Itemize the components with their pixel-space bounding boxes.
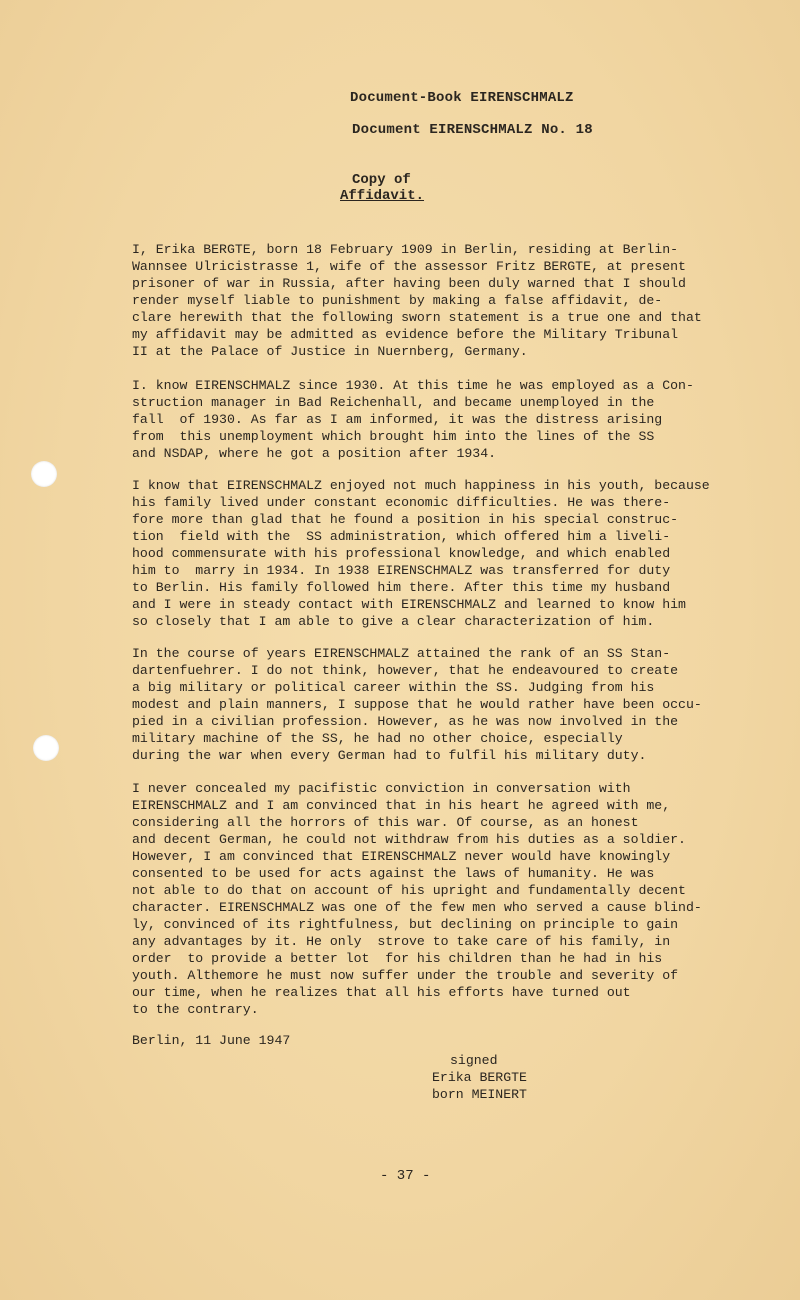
text-line: fall of 1930. As far as I am informed, it was the distress arising: [132, 412, 663, 427]
text-line: fore more than glad that he found a position in his special construc-: [132, 512, 679, 527]
paragraph-conviction: [132, 780, 732, 1018]
document-number-heading: Document EIRENSCHMALZ No. 18: [352, 122, 593, 138]
text-line: my affidavit may be admitted as evidence before the Military Tribunal: [132, 327, 679, 342]
text-line: tion field with the SS administration, which offered him a liveli-: [132, 529, 671, 544]
paragraph-background: [132, 377, 732, 462]
punch-hole-bottom: [33, 735, 59, 761]
text-line: hood commensurate with his professional knowledge, and which enabled: [132, 546, 671, 561]
title-line-affidavit: Affidavit.: [340, 188, 425, 204]
paragraph-youth: [132, 477, 732, 630]
signature-name: Erika BERGTE: [432, 1070, 527, 1085]
text-line: him to marry in 1934. In 1938 EIRENSCHMALZ was transferred for duty: [132, 563, 671, 578]
place-date-text: Berlin, 11 June 1947: [132, 1033, 291, 1048]
text-line: clare herewith that the following sworn statement is a true one and that: [132, 310, 702, 325]
text-line: However, I am convinced that EIRENSCHMALZ never would have knowingly: [132, 849, 671, 864]
text-line: ly, convinced of its rightfulness, but declining on principle to gain: [132, 917, 679, 932]
signature-signed: signed: [450, 1053, 498, 1068]
text-line: so closely that I am able to give a clear characterization of him.: [132, 614, 655, 629]
text-line: our time, when he realizes that all his efforts have turned out: [132, 985, 631, 1000]
text-line: I never concealed my pacifistic conviction in conversation with: [132, 781, 631, 796]
text-line: youth. Althemore he must now suffer under the trouble and severity of: [132, 968, 679, 983]
text-line: order to provide a better lot for his children than he had in his: [132, 951, 663, 966]
text-line: II at the Palace of Justice in Nuernberg, Germany.: [132, 344, 528, 359]
text-line: I, Erika BERGTE, born 18 February 1909 in Berlin, residing at Berlin-: [132, 242, 679, 257]
text-line: not able to do that on account of his upright and fundamentally decent: [132, 883, 686, 898]
text-line: to the contrary.: [132, 1002, 259, 1017]
text-line: In the course of years EIRENSCHMALZ attained the rank of an SS Stan-: [132, 646, 671, 661]
text-line: dartenfuehrer. I do not think, however, that he endeavoured to create: [132, 663, 679, 678]
affidavit-title: [340, 172, 424, 204]
text-line: during the war when every German had to fulfil his military duty.: [132, 748, 647, 763]
text-line: modest and plain manners, I suppose that he would rather have been occu-: [132, 697, 702, 712]
signature-born: born MEINERT: [432, 1087, 527, 1102]
text-line: EIRENSCHMALZ and I am convinced that in his heart he agreed with me,: [132, 798, 671, 813]
text-line: any advantages by it. He only strove to take care of his family, in: [132, 934, 671, 949]
text-line: and NSDAP, where he got a position after 1934.: [132, 446, 497, 461]
text-line: consented to be used for acts against the laws of humanity. He was: [132, 866, 655, 881]
text-line: and I were in steady contact with EIRENSCHMALZ and learned to know him: [132, 597, 686, 612]
punch-hole-top: [31, 461, 57, 487]
text-line: I know that EIRENSCHMALZ enjoyed not much happiness in his youth, because: [132, 478, 710, 493]
place-date: [132, 1032, 290, 1049]
text-line: a big military or political career within the SS. Judging from his: [132, 680, 655, 695]
document-book-heading: Document-Book EIRENSCHMALZ: [350, 90, 574, 106]
text-line: considering all the horrors of this war. Of course, as an honest: [132, 815, 639, 830]
text-line: render myself liable to punishment by making a false affidavit, de-: [132, 293, 663, 308]
paragraph-rank: [132, 645, 732, 764]
paragraph-declaration: [132, 241, 732, 360]
text-line: his family lived under constant economic difficulties. He was there-: [132, 495, 671, 510]
text-line: from this unemployment which brought him into the lines of the SS: [132, 429, 655, 444]
text-line: prisoner of war in Russia, after having been duly warned that I should: [132, 276, 686, 291]
text-line: to Berlin. His family followed him there. After this time my husband: [132, 580, 671, 595]
title-line-copy: Copy of: [352, 172, 411, 188]
text-line: military machine of the SS, he had no other choice, especially: [132, 731, 623, 746]
text-line: pied in a civilian profession. However, as he was now involved in the: [132, 714, 679, 729]
text-line: and decent German, he could not withdraw from his duties as a soldier.: [132, 832, 686, 847]
text-line: I. know EIRENSCHMALZ since 1930. At this time he was employed as a Con-: [132, 378, 694, 393]
text-line: Wannsee Ulricistrasse 1, wife of the assessor Fritz BERGTE, at present: [132, 259, 686, 274]
text-line: struction manager in Bad Reichenhall, and became unemployed in the: [132, 395, 655, 410]
text-line: character. EIRENSCHMALZ was one of the few men who served a cause blind-: [132, 900, 702, 915]
page-number: - 37 -: [380, 1168, 431, 1184]
signature-block: [432, 1052, 527, 1103]
